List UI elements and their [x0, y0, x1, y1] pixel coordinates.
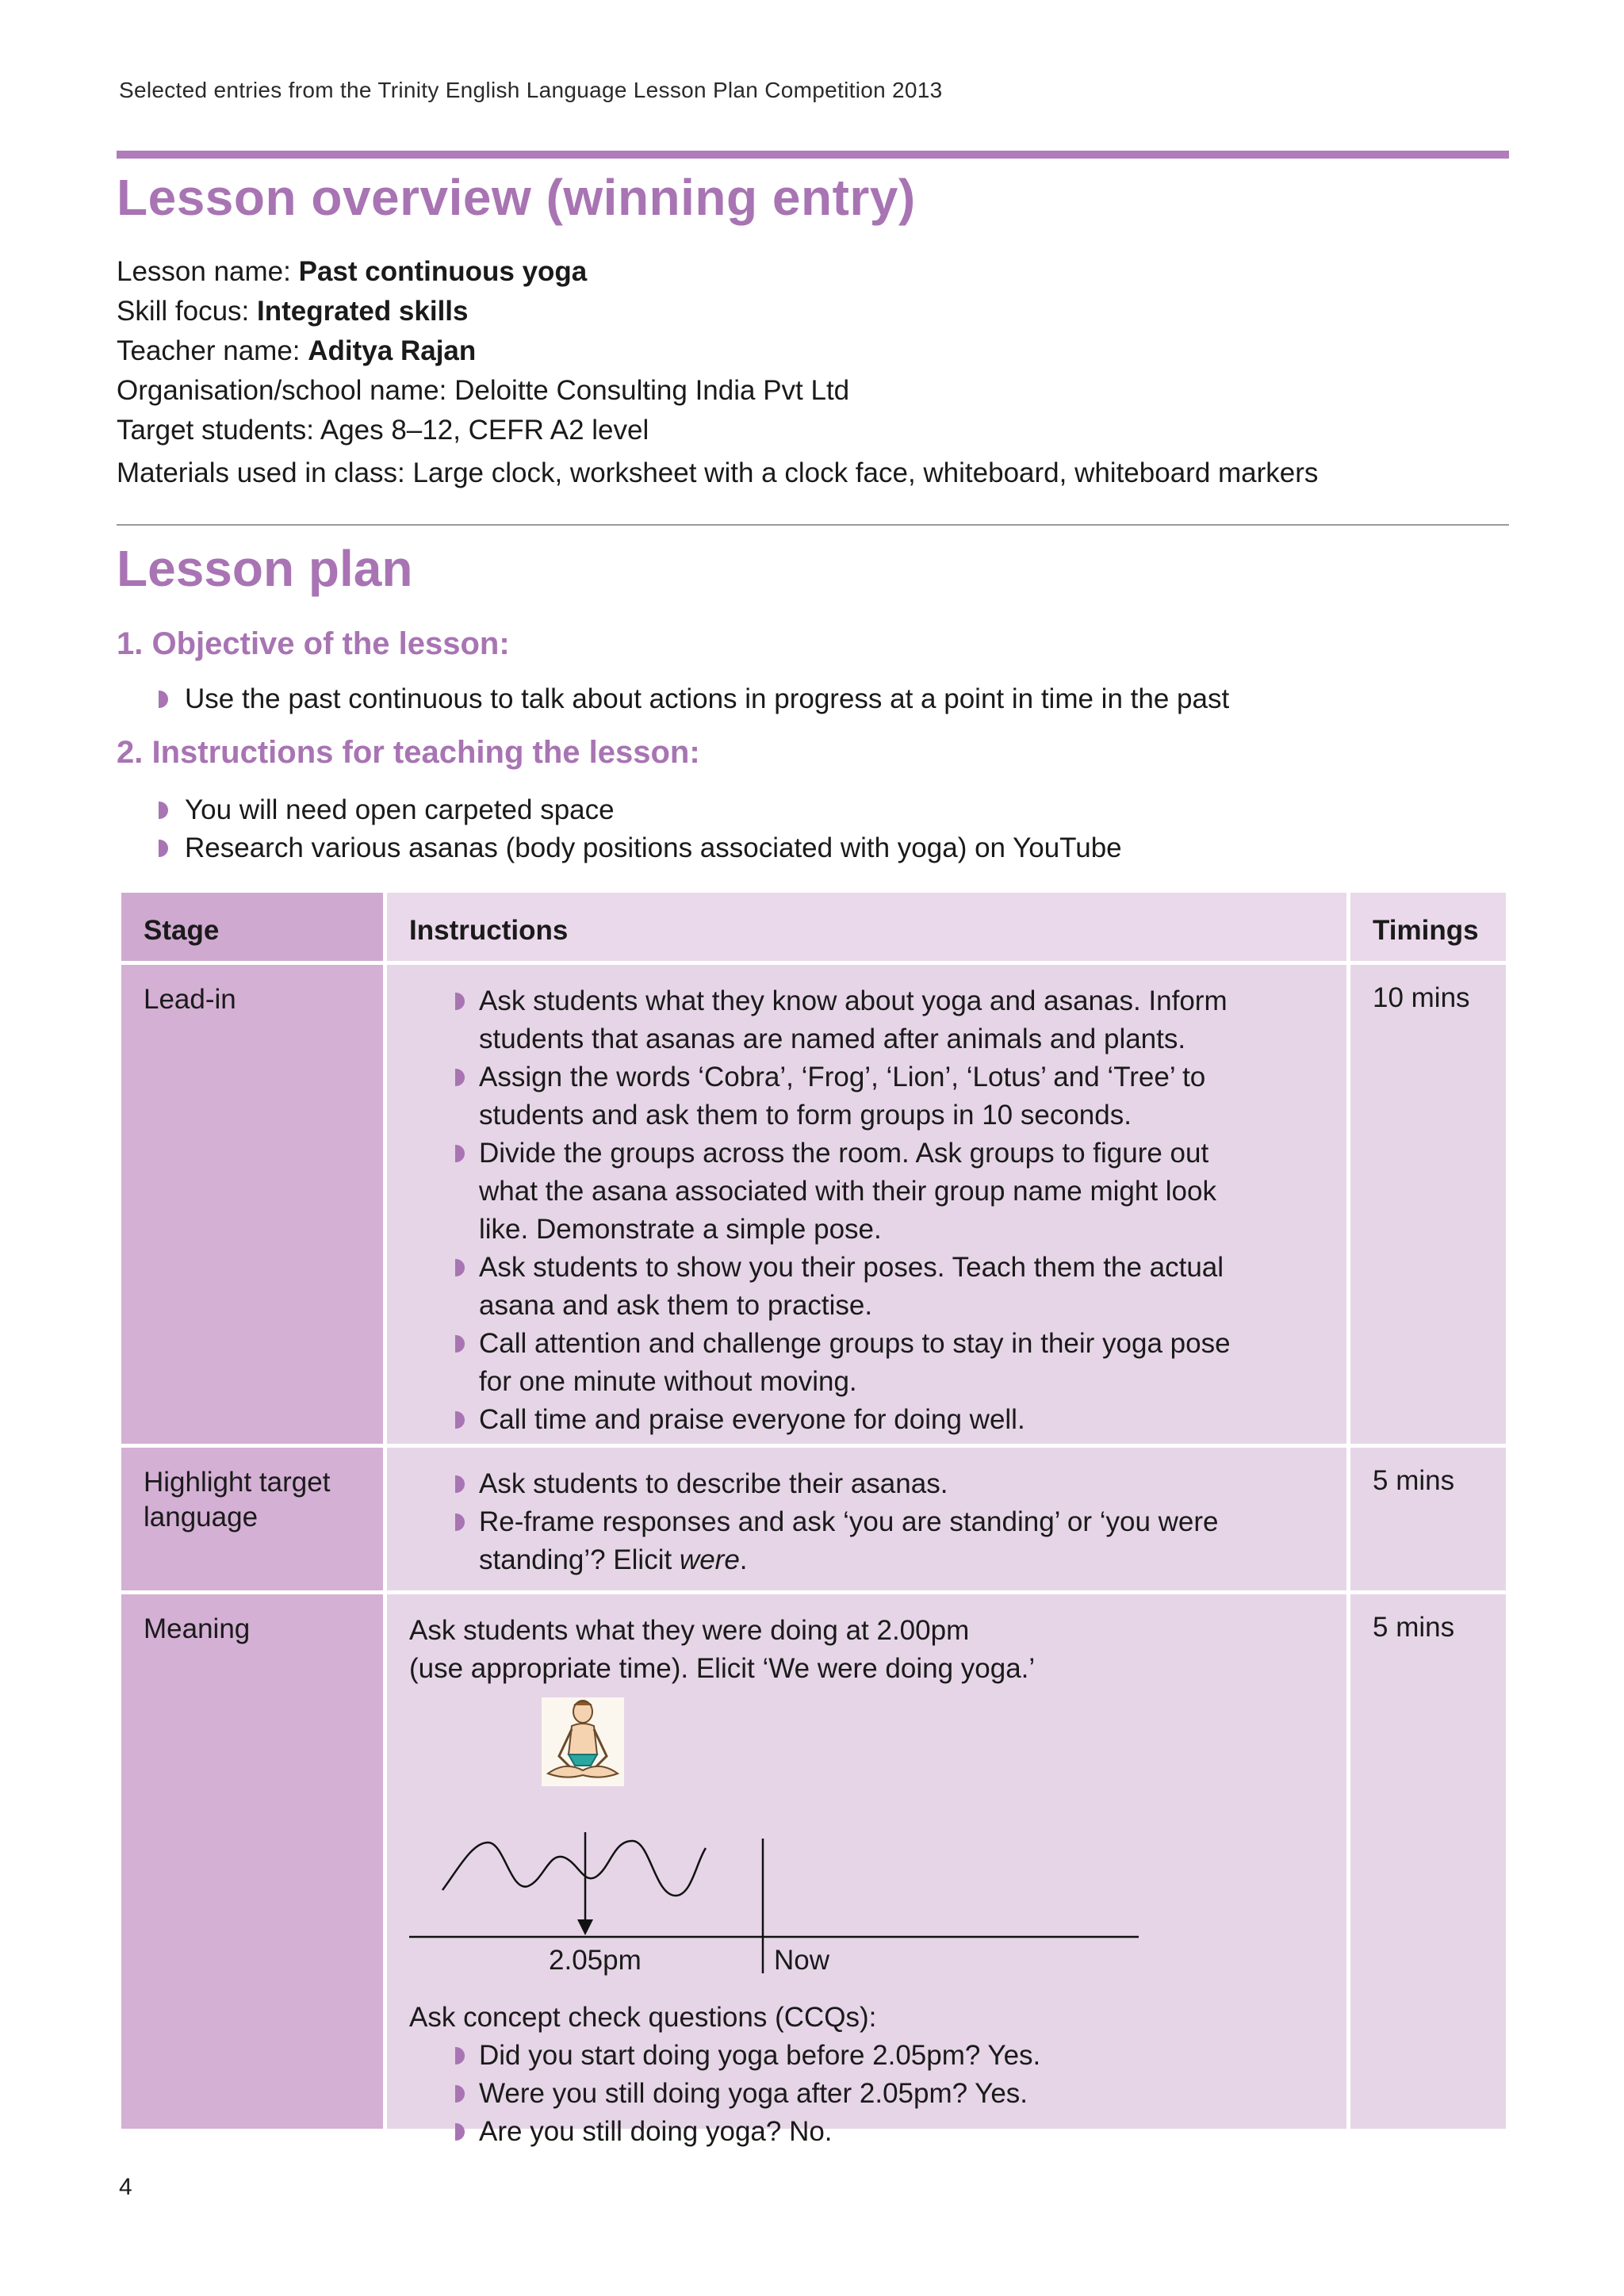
section-divider [117, 524, 1509, 526]
instructions-bullet-list [409, 982, 1346, 1439]
bullet-icon [455, 2047, 465, 2064]
page-number: 4 [119, 2174, 132, 2200]
list-item: Re-frame responses and ask ‘you are standing’ or ‘you were standing’? Elicit were. [455, 1503, 1346, 1579]
list-item: Assign the words ‘Cobra’, ‘Frog’, ‘Lion’, ‘Lotus’ and ‘Tree’ to students and ask them to form groups in 10 seconds. [455, 1058, 1346, 1135]
arrow-down-icon [577, 1919, 593, 1935]
bullet-icon [159, 691, 168, 708]
stage-cell: Highlight target language [121, 1448, 383, 1590]
bullet-icon [455, 1513, 465, 1531]
list-item: Did you start doing yoga before 2.05pm? Yes. [455, 2037, 1346, 2075]
column-header-timings: Timings [1350, 893, 1506, 961]
list-item: You will need open carpeted space [159, 791, 1122, 829]
bullet-icon [455, 1259, 465, 1276]
timeline-diagram [409, 1688, 1202, 1976]
list-item: Divide the groups across the room. Ask groups to figure out what the asana associated with their group name might look like. Demonstrate a simple pose. [455, 1135, 1346, 1249]
table-row [121, 965, 1506, 1444]
overview-details [117, 252, 1318, 493]
list-item: Use the past continuous to talk about actions in progress at a point in time in the past [159, 680, 1229, 718]
bullet-icon [455, 993, 465, 1010]
list-item: Research various asanas (body positions associated with yoga) on YouTube [159, 829, 1122, 867]
bullet-icon [455, 1475, 465, 1493]
overview-row-lesson-name: Lesson name: Past continuous yoga [117, 256, 588, 287]
overview-row-skill-focus: Skill focus: Integrated skills [117, 296, 469, 327]
ccq-list [409, 2037, 1346, 2151]
overview-row-teacher: Teacher name: Aditya Rajan [117, 335, 477, 366]
list-item: Are you still doing yoga? No. [455, 2113, 1346, 2151]
overview-row-target-students: Target students: Ages 8–12, CEFR A2 level [117, 415, 649, 446]
table-row [121, 1448, 1506, 1590]
stage-cell: Lead-in [121, 965, 383, 1444]
list-item: Ask students what they know about yoga and asanas. Inform students that asanas are named after animals and plants. [455, 982, 1346, 1058]
elicit-word: were [679, 1544, 740, 1575]
running-header: Selected entries from the Trinity English Language Lesson Plan Competition 2013 [119, 78, 943, 102]
list-item: Ask students to describe their asanas. [455, 1465, 1346, 1503]
column-header-instructions: Instructions [387, 893, 1346, 961]
timeline-lines [409, 1688, 1202, 1973]
list-item: Ask students to show you their poses. Teach them the actual asana and ask them to practise. [455, 1249, 1346, 1325]
objective-list [159, 680, 1229, 718]
bullet-icon [455, 1069, 465, 1086]
timing-cell: 5 mins [1350, 1448, 1506, 1590]
point-in-time-label: 2.05pm [549, 1945, 642, 1976]
table-header-row [121, 893, 1506, 961]
now-label: Now [774, 1945, 830, 1976]
overview-heading: Lesson overview (winning entry) [117, 169, 916, 226]
bullet-icon [159, 840, 168, 857]
list-item: Were you still doing yoga after 2.05pm? Yes. [455, 2075, 1346, 2113]
timing-cell: 5 mins [1350, 1594, 1506, 2129]
bullet-icon [455, 1145, 465, 1162]
activity-wave [442, 1841, 706, 1896]
instructions-list [159, 791, 1122, 867]
bullet-icon [159, 802, 168, 819]
bullet-icon [455, 1411, 465, 1429]
instructions-cell [387, 1448, 1346, 1590]
column-header-stage: Stage [121, 893, 383, 961]
bullet-icon [455, 2123, 465, 2141]
instructions-cell [387, 965, 1346, 1444]
timing-cell: 10 mins [1350, 965, 1506, 1444]
objective-heading: 1. Objective of the lesson: [117, 626, 510, 661]
instructions-cell: Ask students what they were doing at 2.00pm (use appropriate time). Elicit ‘We were doing yoga.’ 2.05pm Now Ask concept check questions (CCQs): Did you start doing yoga before 2.05pm? Yes. Were you still doing yoga after 2.05pm? Yes. Are you still doing yoga? No. [387, 1594, 1346, 2129]
instructions-bullet-list [409, 1465, 1346, 1579]
bullet-icon [455, 1335, 465, 1353]
overview-row-organisation: Organisation/school name: Deloitte Consulting India Pvt Ltd [117, 375, 850, 406]
bullet-icon [455, 2085, 465, 2103]
lesson-plan-heading: Lesson plan [117, 540, 413, 597]
stage-cell: Meaning [121, 1594, 383, 2129]
list-item: Call attention and challenge groups to stay in their yoga pose for one minute without moving. [455, 1325, 1346, 1401]
header-rule [117, 151, 1509, 159]
instructions-heading: 2. Instructions for teaching the lesson: [117, 735, 700, 770]
lesson-plan-table [121, 893, 1506, 2147]
table-row [121, 1594, 1506, 2147]
overview-row-materials: Materials used in class: Large clock, worksheet with a clock face, whiteboard, whiteboard markers [117, 457, 1319, 488]
list-item: Call time and praise everyone for doing well. [455, 1401, 1346, 1439]
